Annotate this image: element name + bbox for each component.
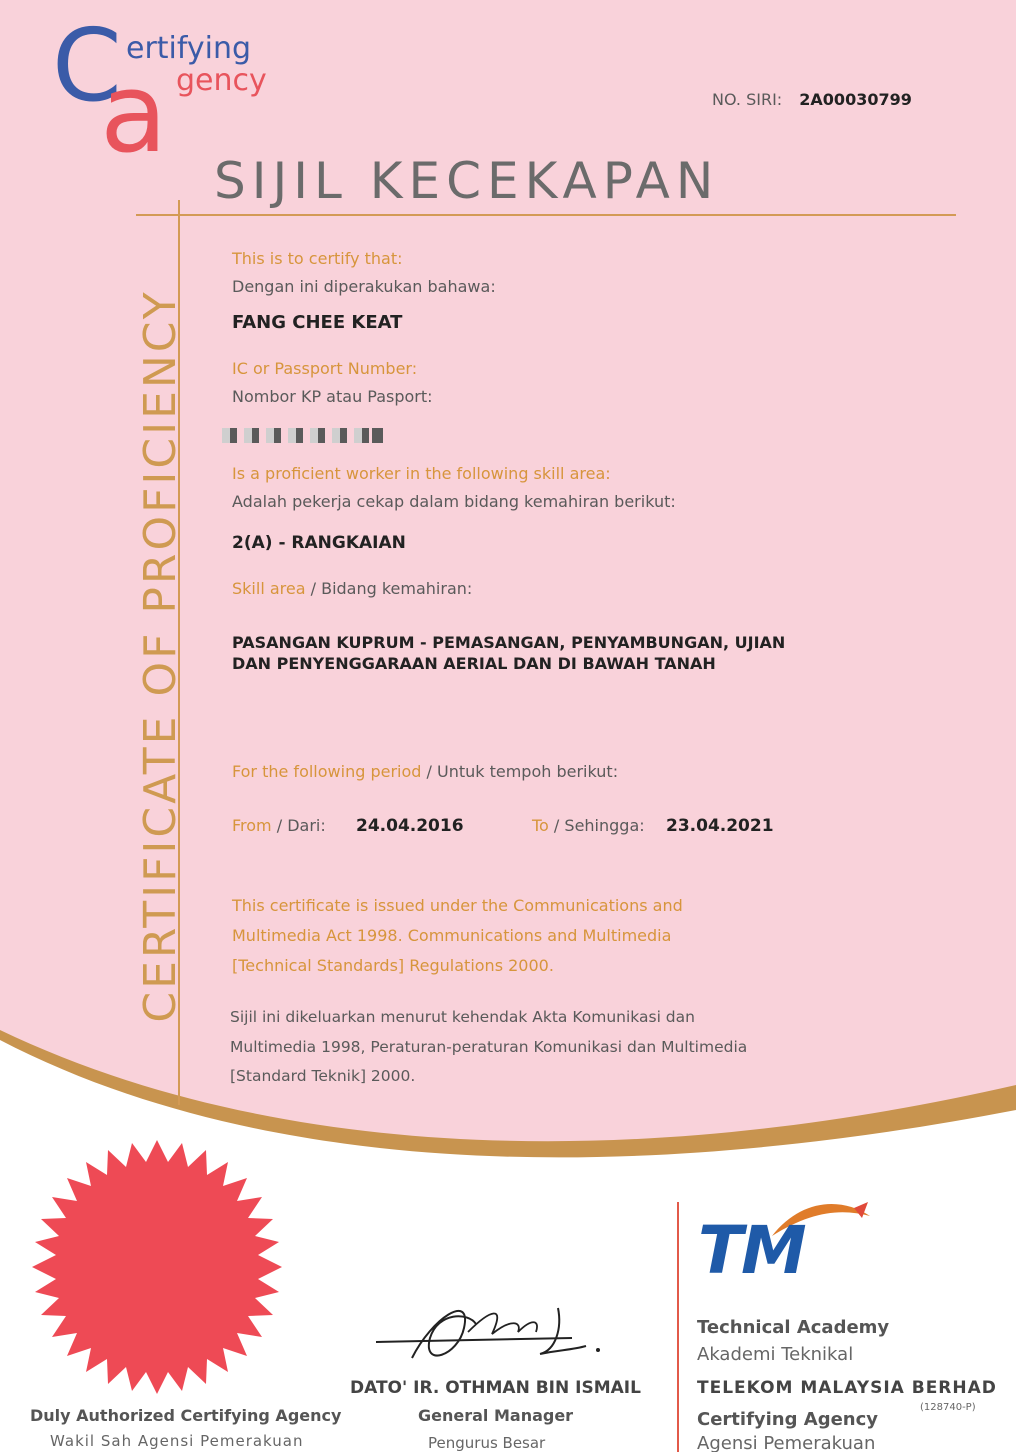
vertical-title: CERTIFICATE OF PROFICIENCY <box>135 289 186 1023</box>
ic-label-en: IC or Passport Number: <box>232 359 418 378</box>
logo-word-ertifying: ertifying <box>126 31 252 66</box>
logo-letter-c: C <box>52 7 122 124</box>
seal-caption-ms: Wakil Sah Agensi Pemerakuan <box>50 1432 304 1450</box>
red-seal <box>30 1140 284 1394</box>
issued-ms-line-3: [Standard Teknik] 2000. <box>230 1067 416 1085</box>
logo-word-gency: gency <box>176 63 267 98</box>
skill-code: 2(A) - RANGKAIAN <box>232 533 406 553</box>
signatory-title-en: General Manager <box>418 1406 574 1425</box>
period-label-en: For the following period <box>232 762 422 781</box>
skill-area-line-1: PASANGAN KUPRUM - PEMASANGAN, PENYAMBUNGAN, UJIAN <box>232 633 786 652</box>
skill-area-label <box>232 579 472 598</box>
to-label-ms: / Sehingga: <box>548 816 645 835</box>
issued-en-line-3: [Technical Standards] Regulations 2000. <box>232 956 554 975</box>
serial-value: 2A00030799 <box>799 90 912 109</box>
tm-academy-ms: Akademi Teknikal <box>697 1344 854 1365</box>
tm-divider <box>677 1202 679 1452</box>
issued-ms-line-2: Multimedia 1998, Peraturan-peraturan Komunikasi dan Multimedia <box>230 1038 748 1056</box>
tm-registration: (128740-P) <box>920 1402 976 1413</box>
tm-logo: TM <box>698 1212 805 1289</box>
from-label-en: From <box>232 816 272 835</box>
logo-letter-a: a <box>100 49 168 177</box>
issued-en-line-2: Multimedia Act 1998. Communications and Multimedia <box>232 926 672 945</box>
certify-label-en: This is to certify that: <box>232 249 403 268</box>
period-separator: / <box>421 762 437 781</box>
proficient-label-en: Is a proficient worker in the following skill area: <box>232 464 611 483</box>
skill-area-separator: / <box>305 579 322 598</box>
tm-agency-en: Certifying Agency <box>697 1409 879 1430</box>
period-label-ms: Untuk tempoh berikut: <box>436 762 619 781</box>
skill-area-line-2: DAN PENYENGGARAAN AERIAL DAN DI BAWAH TANAH <box>232 654 716 673</box>
certifying-agency-logo <box>52 7 292 177</box>
title-underline <box>136 214 956 216</box>
issued-en-line-1: This certificate is issued under the Communications and <box>232 896 683 915</box>
ic-label-ms: Nombor KP atau Pasport: <box>232 387 433 406</box>
page-title: SIJIL KECEKAPAN <box>214 152 720 210</box>
to-date: 23.04.2021 <box>666 816 774 836</box>
redacted-ic-number <box>222 427 384 445</box>
holder-name: FANG CHEE KEAT <box>232 312 403 333</box>
issued-ms-line-1: Sijil ini dikeluarkan menurut kehendak Akta Komunikasi dan <box>230 1008 695 1026</box>
skill-area-label-en: Skill area <box>232 579 306 598</box>
tm-academy-en: Technical Academy <box>697 1317 890 1338</box>
signature <box>372 1298 612 1378</box>
tm-agency-ms: Agensi Pemerakuan <box>697 1433 876 1452</box>
certify-label-ms: Dengan ini diperakukan bahawa: <box>232 277 496 296</box>
skill-area-label-ms: Bidang kemahiran: <box>321 579 473 598</box>
tm-company: TELEKOM MALAYSIA BERHAD <box>697 1378 997 1398</box>
serial-number <box>712 90 912 109</box>
period-from <box>232 816 326 835</box>
signatory-title-ms: Pengurus Besar <box>428 1434 546 1452</box>
period-to <box>532 816 645 835</box>
proficient-label-ms: Adalah pekerja cekap dalam bidang kemahiran berikut: <box>232 492 676 511</box>
to-label-en: To <box>532 816 549 835</box>
seal-caption-en: Duly Authorized Certifying Agency <box>30 1406 342 1425</box>
from-date: 24.04.2016 <box>356 816 464 836</box>
period-label <box>232 762 618 781</box>
serial-label: NO. SIRI: <box>712 90 783 109</box>
signatory-name: DATO' IR. OTHMAN BIN ISMAIL <box>350 1378 641 1398</box>
from-label-ms: / Dari: <box>271 816 326 835</box>
